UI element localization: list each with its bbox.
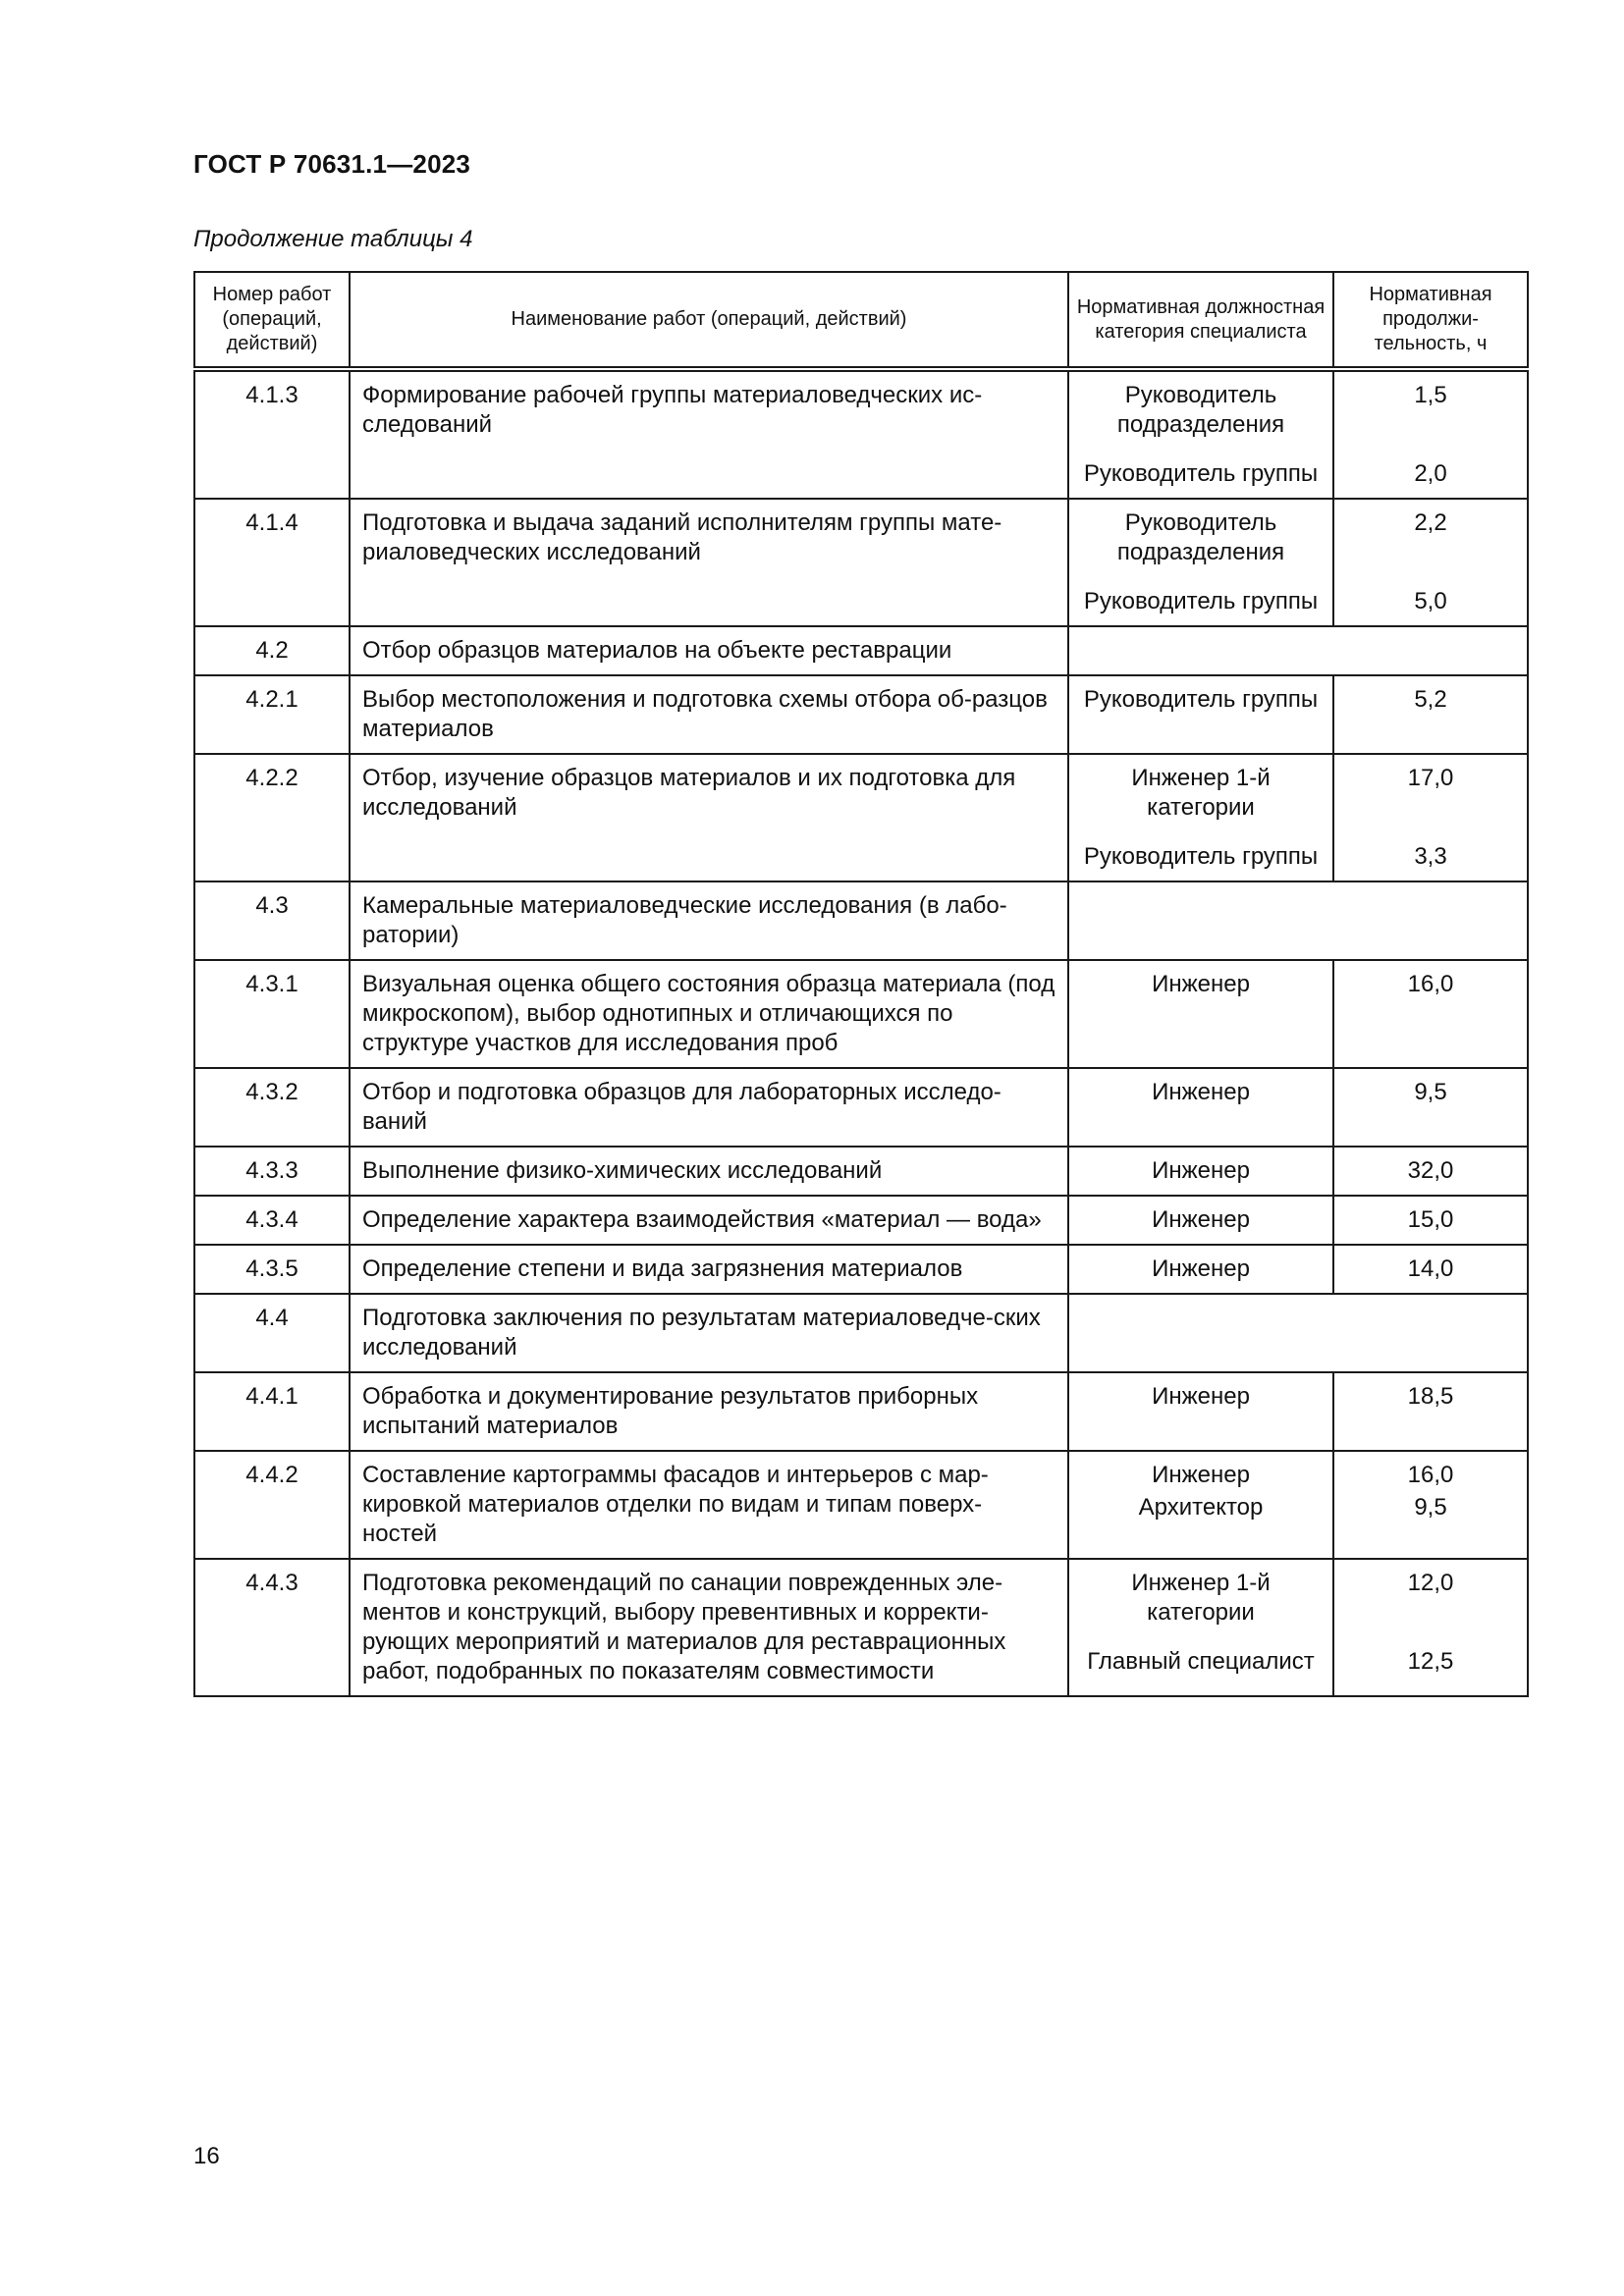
- work-name-cell: Отбор, изучение образцов материалов и их подготовка для исследований: [350, 754, 1068, 881]
- table-row: [194, 960, 1528, 1068]
- table-row: [194, 499, 1528, 626]
- work-number-cell: 4.2.1: [194, 675, 350, 754]
- duration-cell: [1333, 1147, 1528, 1196]
- work-name-cell: Обработка и документирование результатов приборных испытаний материалов: [350, 1372, 1068, 1451]
- work-number-cell: 4.3: [194, 881, 350, 960]
- duration-cell: [1333, 1068, 1528, 1147]
- category-cell: [1068, 1245, 1333, 1294]
- work-number-cell: 4.3.3: [194, 1147, 350, 1196]
- category-entry: Главный специалист: [1087, 1648, 1315, 1675]
- duration-cell: [1333, 675, 1528, 754]
- duration-cell: [1333, 1451, 1528, 1559]
- duration-cell: [1333, 754, 1528, 881]
- category-entry: Руководитель группы: [1083, 686, 1319, 713]
- table-row: [194, 1559, 1528, 1696]
- category-entry: Руководитель группы: [1083, 588, 1319, 614]
- work-number-cell: 4.4: [194, 1294, 350, 1372]
- duration-entry: 15,0: [1407, 1206, 1454, 1233]
- duration-entry: 17,0: [1407, 765, 1454, 791]
- work-number-cell: 4.1.4: [194, 499, 350, 626]
- category-entry: Руководитель группы: [1083, 460, 1319, 487]
- empty-merged-cell: [1068, 1294, 1528, 1372]
- table-row: [194, 881, 1528, 960]
- category-cell: [1068, 1372, 1333, 1451]
- category-entry: Руководитель подразделения: [1116, 509, 1285, 565]
- category-cell: [1068, 1068, 1333, 1147]
- duration-entry: 12,0: [1407, 1570, 1454, 1596]
- category-entry: Руководитель группы: [1083, 843, 1319, 870]
- category-entry: Руководитель подразделения: [1116, 382, 1285, 438]
- work-number-cell: 4.3.4: [194, 1196, 350, 1245]
- column-header-name: Наименование работ (операций, действий): [350, 272, 1068, 369]
- table-row: [194, 1451, 1528, 1559]
- work-name-cell: Подготовка заключения по результатам материаловедче-ских исследований: [350, 1294, 1068, 1372]
- work-name-cell: Визуальная оценка общего состояния образца материала (под микроскопом), выбор однотипных и отличающихся по структуре участков для исследования проб: [350, 960, 1068, 1068]
- category-cell: [1068, 675, 1333, 754]
- table-row: [194, 1196, 1528, 1245]
- category-entry: Инженер 1-й категории: [1131, 765, 1271, 821]
- work-number-cell: 4.4.2: [194, 1451, 350, 1559]
- work-name-cell: Камеральные материаловедческие исследования (в лабо-ратории): [350, 881, 1068, 960]
- duration-entry: 9,5: [1414, 1494, 1447, 1521]
- work-name-cell: Определение характера взаимодействия «материал — вода»: [350, 1196, 1068, 1245]
- work-name-cell: Формирование рабочей группы материаловедческих ис-следований: [350, 369, 1068, 499]
- category-cell: [1068, 960, 1333, 1068]
- page-number: 16: [193, 2143, 220, 2169]
- work-number-cell: 4.3.2: [194, 1068, 350, 1147]
- table-header-row: [194, 272, 1528, 369]
- document-title: ГОСТ Р 70631.1—2023: [193, 149, 471, 179]
- duration-cell: [1333, 1372, 1528, 1451]
- work-number-cell: 4.2.2: [194, 754, 350, 881]
- work-number-cell: 4.2: [194, 626, 350, 675]
- table-row: [194, 1245, 1528, 1294]
- category-cell: [1068, 1559, 1333, 1696]
- category-entry: Инженер: [1152, 1079, 1250, 1105]
- category-cell: [1068, 499, 1333, 626]
- category-cell: [1068, 1196, 1333, 1245]
- duration-entry: 16,0: [1407, 1462, 1454, 1488]
- duration-entry: 9,5: [1414, 1079, 1447, 1105]
- category-entry: Инженер: [1152, 1157, 1250, 1184]
- category-entry: Инженер: [1152, 971, 1250, 997]
- work-number-cell: 4.1.3: [194, 369, 350, 499]
- duration-cell: [1333, 1559, 1528, 1696]
- duration-entry: 1,5: [1414, 382, 1447, 408]
- category-entry: Инженер 1-й категории: [1131, 1570, 1271, 1626]
- category-entry: Инженер: [1152, 1462, 1250, 1488]
- category-cell: [1068, 754, 1333, 881]
- work-number-cell: 4.3.1: [194, 960, 350, 1068]
- table-row: [194, 675, 1528, 754]
- category-entry: Инженер: [1152, 1383, 1250, 1410]
- column-header-duration: Нормативная продолжи-тельность, ч: [1333, 272, 1528, 369]
- work-name-cell: Составление картограммы фасадов и интерьеров с мар-кировкой материалов отделки по видам и типам поверх-ностей: [350, 1451, 1068, 1559]
- work-number-cell: 4.3.5: [194, 1245, 350, 1294]
- work-name-cell: Отбор и подготовка образцов для лабораторных исследо-ваний: [350, 1068, 1068, 1147]
- work-number-cell: 4.4.3: [194, 1559, 350, 1696]
- table-row: [194, 754, 1528, 881]
- duration-entry: 18,5: [1407, 1383, 1454, 1410]
- category-cell: [1068, 1147, 1333, 1196]
- duration-cell: [1333, 1196, 1528, 1245]
- table-row: [194, 1068, 1528, 1147]
- duration-cell: [1333, 1245, 1528, 1294]
- work-name-cell: Выбор местоположения и подготовка схемы отбора об-разцов материалов: [350, 675, 1068, 754]
- work-name-cell: Определение степени и вида загрязнения материалов: [350, 1245, 1068, 1294]
- table-body: [194, 369, 1528, 1696]
- table-caption: Продолжение таблицы 4: [193, 226, 473, 252]
- category-entry: Инженер: [1152, 1206, 1250, 1233]
- work-name-cell: Подготовка и выдача заданий исполнителям группы мате-риаловедческих исследований: [350, 499, 1068, 626]
- category-cell: [1068, 369, 1333, 499]
- table-row: [194, 626, 1528, 675]
- norms-table: [193, 271, 1529, 1697]
- work-name-cell: Подготовка рекомендаций по санации поврежденных эле-ментов и конструкций, выбору превентивных и корректи-рующих мероприятий и материалов для реставрационных работ, подобранных по показателям совместимости: [350, 1559, 1068, 1696]
- column-header-category: Нормативная должностная категория специалиста: [1068, 272, 1333, 369]
- column-header-number: Номер работ (операций, действий): [194, 272, 350, 369]
- work-name-cell: Выполнение физико-химических исследований: [350, 1147, 1068, 1196]
- duration-entry: 32,0: [1407, 1157, 1454, 1184]
- duration-entry: 3,3: [1414, 843, 1447, 870]
- duration-entry: 5,0: [1414, 588, 1447, 614]
- table-row: [194, 1294, 1528, 1372]
- empty-merged-cell: [1068, 881, 1528, 960]
- duration-entry: 16,0: [1407, 971, 1454, 997]
- duration-entry: 14,0: [1407, 1255, 1454, 1282]
- table-row: [194, 1147, 1528, 1196]
- work-name-cell: Отбор образцов материалов на объекте реставрации: [350, 626, 1068, 675]
- empty-merged-cell: [1068, 626, 1528, 675]
- duration-cell: [1333, 369, 1528, 499]
- table-row: [194, 369, 1528, 499]
- duration-cell: [1333, 960, 1528, 1068]
- work-number-cell: 4.4.1: [194, 1372, 350, 1451]
- table-row: [194, 1372, 1528, 1451]
- duration-entry: 2,2: [1414, 509, 1447, 536]
- category-entry: Архитектор: [1138, 1494, 1264, 1521]
- duration-cell: [1333, 499, 1528, 626]
- duration-entry: 12,5: [1407, 1648, 1454, 1675]
- duration-entry: 5,2: [1414, 686, 1447, 713]
- category-entry: Инженер: [1152, 1255, 1250, 1282]
- duration-entry: 2,0: [1414, 460, 1447, 487]
- category-cell: [1068, 1451, 1333, 1559]
